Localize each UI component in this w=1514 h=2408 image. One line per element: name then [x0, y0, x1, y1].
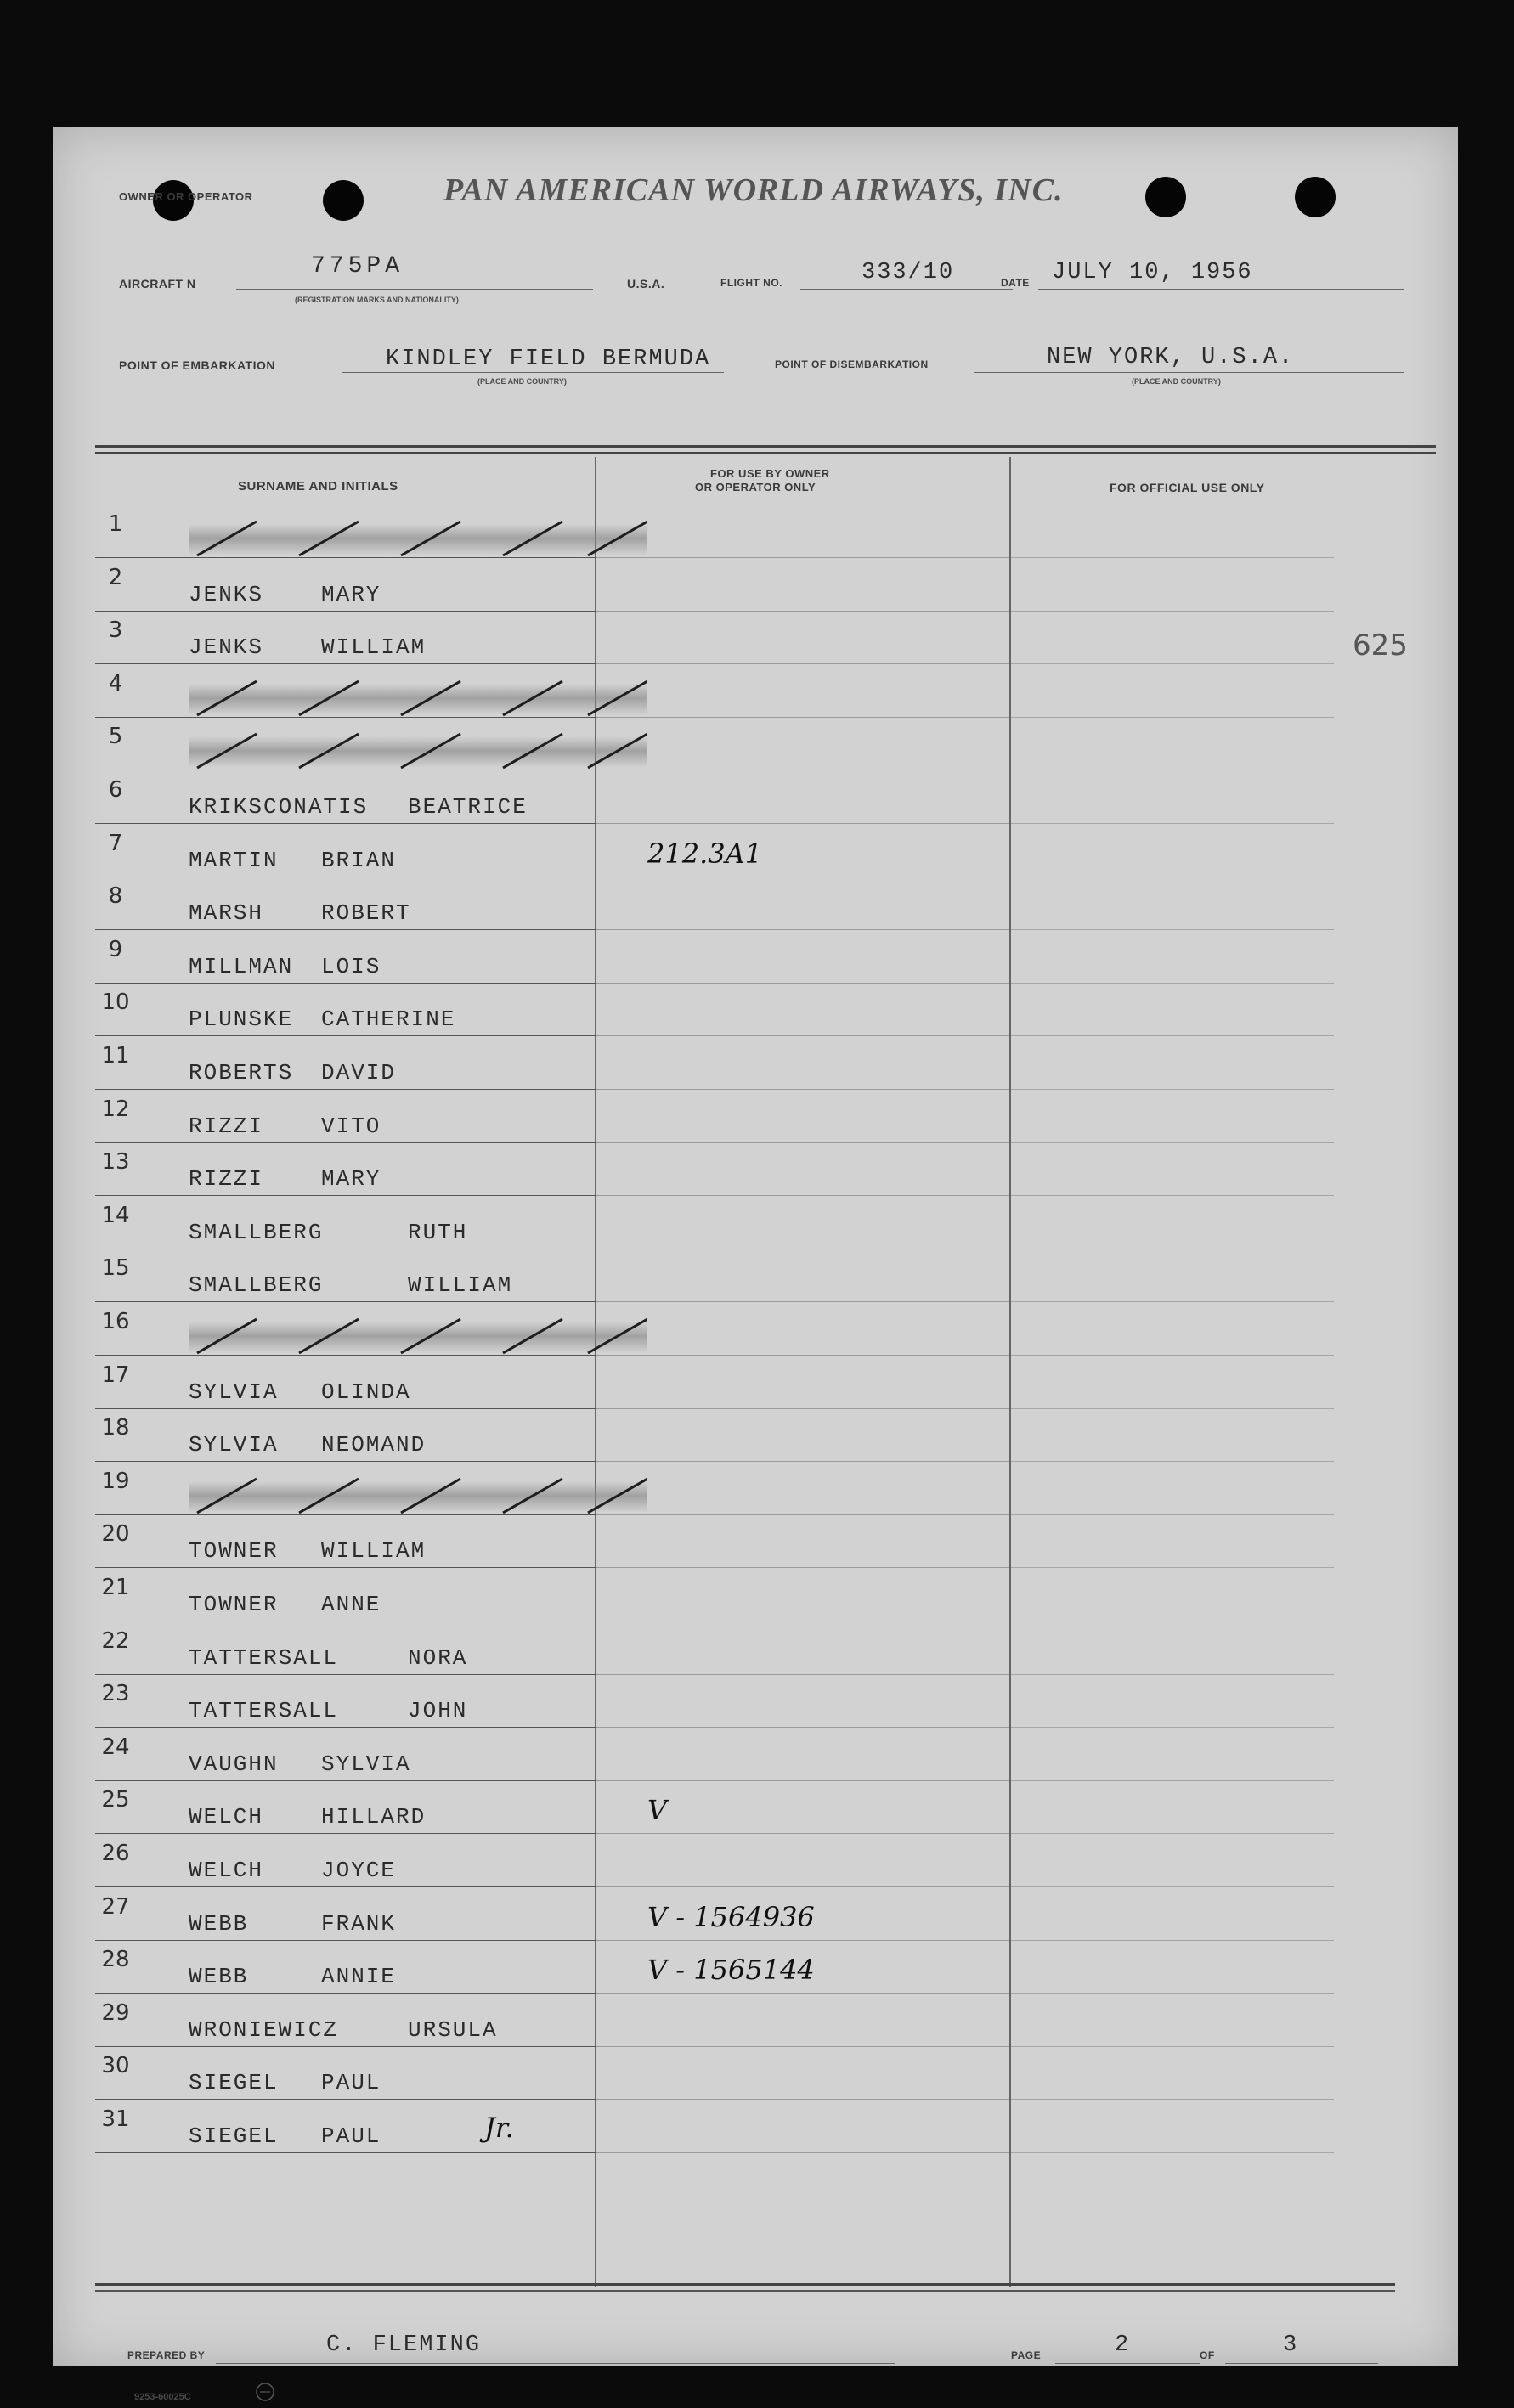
passenger-given-name: JOYCE	[321, 1858, 397, 1883]
passenger-surname: RIZZI	[189, 1166, 264, 1193]
owner-use-note: V - 1564936	[647, 1900, 815, 1933]
row-number: 24	[101, 1734, 130, 1760]
row-number: 13	[101, 1149, 130, 1176]
row-number: 28	[101, 1947, 130, 1973]
row-number: 4	[108, 670, 123, 696]
passenger-given-name: DAVID	[321, 1060, 397, 1086]
passenger-surname: KRIKSCONATIS	[189, 794, 369, 820]
struck-out-entry	[189, 727, 647, 775]
passenger-surname: JENKS	[189, 581, 264, 607]
passenger-surname: TOWNER	[189, 1538, 279, 1565]
passenger-surname: SYLVIA	[189, 1379, 279, 1405]
passenger-surname: TATTERSALL	[189, 1698, 339, 1724]
form-number: 9253-60025C	[134, 2392, 191, 2402]
owner-use-note: 212.3A1	[647, 837, 763, 870]
of-value: 3	[1283, 2332, 1299, 2358]
col-official-header: FOR OFFICIAL USE ONLY	[1110, 481, 1265, 494]
row-number: 15	[101, 1255, 130, 1282]
owner-label: OWNER OR OPERATOR	[119, 190, 253, 203]
print-stamp-icon	[253, 2380, 277, 2404]
row-number: 11	[101, 1043, 130, 1069]
passenger-surname: PLUNSKE	[189, 1007, 294, 1033]
passenger-surname: TATTERSALL	[189, 1644, 339, 1671]
row-number: 26	[101, 1841, 130, 1866]
page-label: PAGE	[1011, 2349, 1042, 2361]
passenger-given-name: PAUL	[321, 2070, 381, 2096]
punch-hole	[1295, 177, 1336, 217]
embarkation-sub: (PLACE AND COUNTRY)	[477, 377, 567, 386]
passenger-given-name: RUTH	[408, 1219, 468, 1245]
passenger-surname: ROBERTS	[189, 1060, 294, 1086]
passenger-surname: SMALLBERG	[189, 1219, 324, 1245]
passenger-surname: TOWNER	[189, 1592, 279, 1617]
row-number: 19	[101, 1468, 130, 1494]
usa-label: U.S.A.	[627, 277, 665, 290]
airline-name: PAN AMERICAN WORLD AIRWAYS, INC.	[443, 172, 1064, 208]
page-value: 2	[1115, 2332, 1131, 2358]
passenger-given-name: HILLARD	[321, 1804, 427, 1830]
aircraft-label: AIRCRAFT N	[119, 277, 196, 290]
manifest-page	[53, 127, 1458, 2402]
row-number: 22	[101, 1627, 130, 1654]
row-number: 23	[101, 1681, 130, 1707]
row-number: 18	[101, 1415, 130, 1441]
passenger-given-name: NORA	[408, 1644, 468, 1671]
passenger-given-name: BRIAN	[321, 847, 397, 873]
row-number: 21	[101, 1575, 130, 1600]
passenger-given-name: JOHN	[408, 1698, 468, 1724]
date-value: JULY 10, 1956	[1052, 260, 1253, 285]
passenger-given-name: ROBERT	[321, 900, 411, 927]
row-number: 17	[101, 1362, 130, 1388]
row-number: 8	[108, 883, 123, 910]
flight-label: FLIGHT NO.	[720, 277, 782, 289]
col-name-header: SURNAME AND INITIALS	[238, 479, 398, 493]
prepared-label: PREPARED BY	[127, 2349, 206, 2361]
passenger-given-name: SYLVIA	[321, 1751, 411, 1777]
row-number: 25	[101, 1787, 130, 1813]
row-number: 9	[108, 936, 123, 962]
passenger-given-name: OLINDA	[321, 1379, 411, 1405]
passenger-surname: WELCH	[189, 1804, 264, 1830]
row-number: 2	[108, 564, 123, 590]
passenger-given-name: ANNIE	[321, 1964, 397, 1990]
embarkation-value: KINDLEY FIELD BERMUDA	[386, 347, 711, 372]
punch-hole	[323, 180, 364, 221]
passenger-given-name: WILLIAM	[321, 634, 427, 661]
passenger-given-name: VITO	[321, 1113, 381, 1139]
passenger-surname: WELCH	[189, 1858, 264, 1883]
passenger-surname: SYLVIA	[189, 1432, 279, 1458]
passenger-given-name: URSULA	[408, 2016, 498, 2043]
passenger-surname: MARTIN	[189, 847, 279, 873]
margin-note: 625	[1353, 629, 1408, 663]
row-number: 27	[101, 1893, 130, 1920]
passenger-surname: RIZZI	[189, 1113, 264, 1139]
row-number: 29	[101, 1999, 130, 2026]
struck-out-entry	[189, 1312, 647, 1360]
passenger-given-name: NEOMAND	[321, 1432, 427, 1458]
passenger-surname: SMALLBERG	[189, 1272, 324, 1299]
registration-sub: (REGISTRATION MARKS AND NATIONALITY)	[295, 296, 459, 304]
prepared-value: C. FLEMING	[326, 2332, 482, 2358]
passenger-given-name: PAUL	[321, 2123, 381, 2149]
aircraft-value: 775PA	[311, 253, 404, 279]
passenger-given-name: FRANK	[321, 1910, 397, 1937]
passenger-given-name: MARY	[321, 1166, 381, 1193]
passenger-given-name: MARY	[321, 581, 381, 607]
handwritten-suffix: Jr.	[484, 2112, 514, 2144]
passenger-surname: WRONIEWICZ	[189, 2016, 339, 2043]
row-number: 1	[108, 511, 123, 537]
passenger-surname: JENKS	[189, 634, 264, 661]
passenger-surname: VAUGHN	[189, 1751, 279, 1777]
passenger-surname: MILLMAN	[189, 953, 294, 979]
row-number: 16	[101, 1309, 130, 1334]
passenger-surname: WEBB	[189, 1910, 249, 1937]
owner-use-note: V	[647, 1794, 668, 1827]
row-number: 31	[101, 2106, 130, 2132]
row-number: 6	[108, 777, 123, 803]
col-owner-header: OR OPERATOR ONLY	[695, 481, 816, 493]
row-number: 5	[108, 724, 123, 750]
passenger-given-name: BEATRICE	[408, 794, 528, 820]
row-number: 14	[101, 1202, 130, 1228]
row-number: 30	[101, 2053, 130, 2079]
embarkation-label: POINT OF EMBARKATION	[119, 358, 275, 372]
disembarkation-sub: (PLACE AND COUNTRY)	[1132, 377, 1221, 386]
row-number: 12	[101, 1096, 130, 1122]
passenger-given-name: WILLIAM	[321, 1538, 427, 1565]
passenger-surname: SIEGEL	[189, 2070, 279, 2096]
date-label: DATE	[1001, 277, 1030, 289]
row-number: 3	[108, 618, 123, 644]
owner-use-note: V - 1565144	[647, 1954, 815, 1987]
passenger-given-name: ANNE	[321, 1592, 381, 1617]
col-owner-header: FOR USE BY OWNER	[710, 467, 830, 480]
disembarkation-label: POINT OF DISEMBARKATION	[775, 358, 929, 370]
of-label: OF	[1200, 2349, 1215, 2361]
struck-out-entry	[189, 515, 647, 562]
passenger-given-name: WILLIAM	[408, 1272, 513, 1299]
row-number: 7	[108, 830, 123, 856]
disembarkation-value: NEW YORK, U.S.A.	[1047, 345, 1295, 370]
passenger-given-name: CATHERINE	[321, 1007, 456, 1033]
passenger-given-name: LOIS	[321, 953, 381, 979]
punch-hole	[1145, 177, 1186, 217]
passenger-surname: WEBB	[189, 1964, 249, 1990]
flight-value: 333/10	[862, 260, 955, 285]
row-number: 10	[101, 990, 130, 1016]
struck-out-entry	[189, 674, 647, 722]
struck-out-entry	[189, 1472, 647, 1520]
passenger-surname: MARSH	[189, 900, 264, 927]
passenger-surname: SIEGEL	[189, 2123, 279, 2149]
row-number: 20	[101, 1521, 130, 1548]
